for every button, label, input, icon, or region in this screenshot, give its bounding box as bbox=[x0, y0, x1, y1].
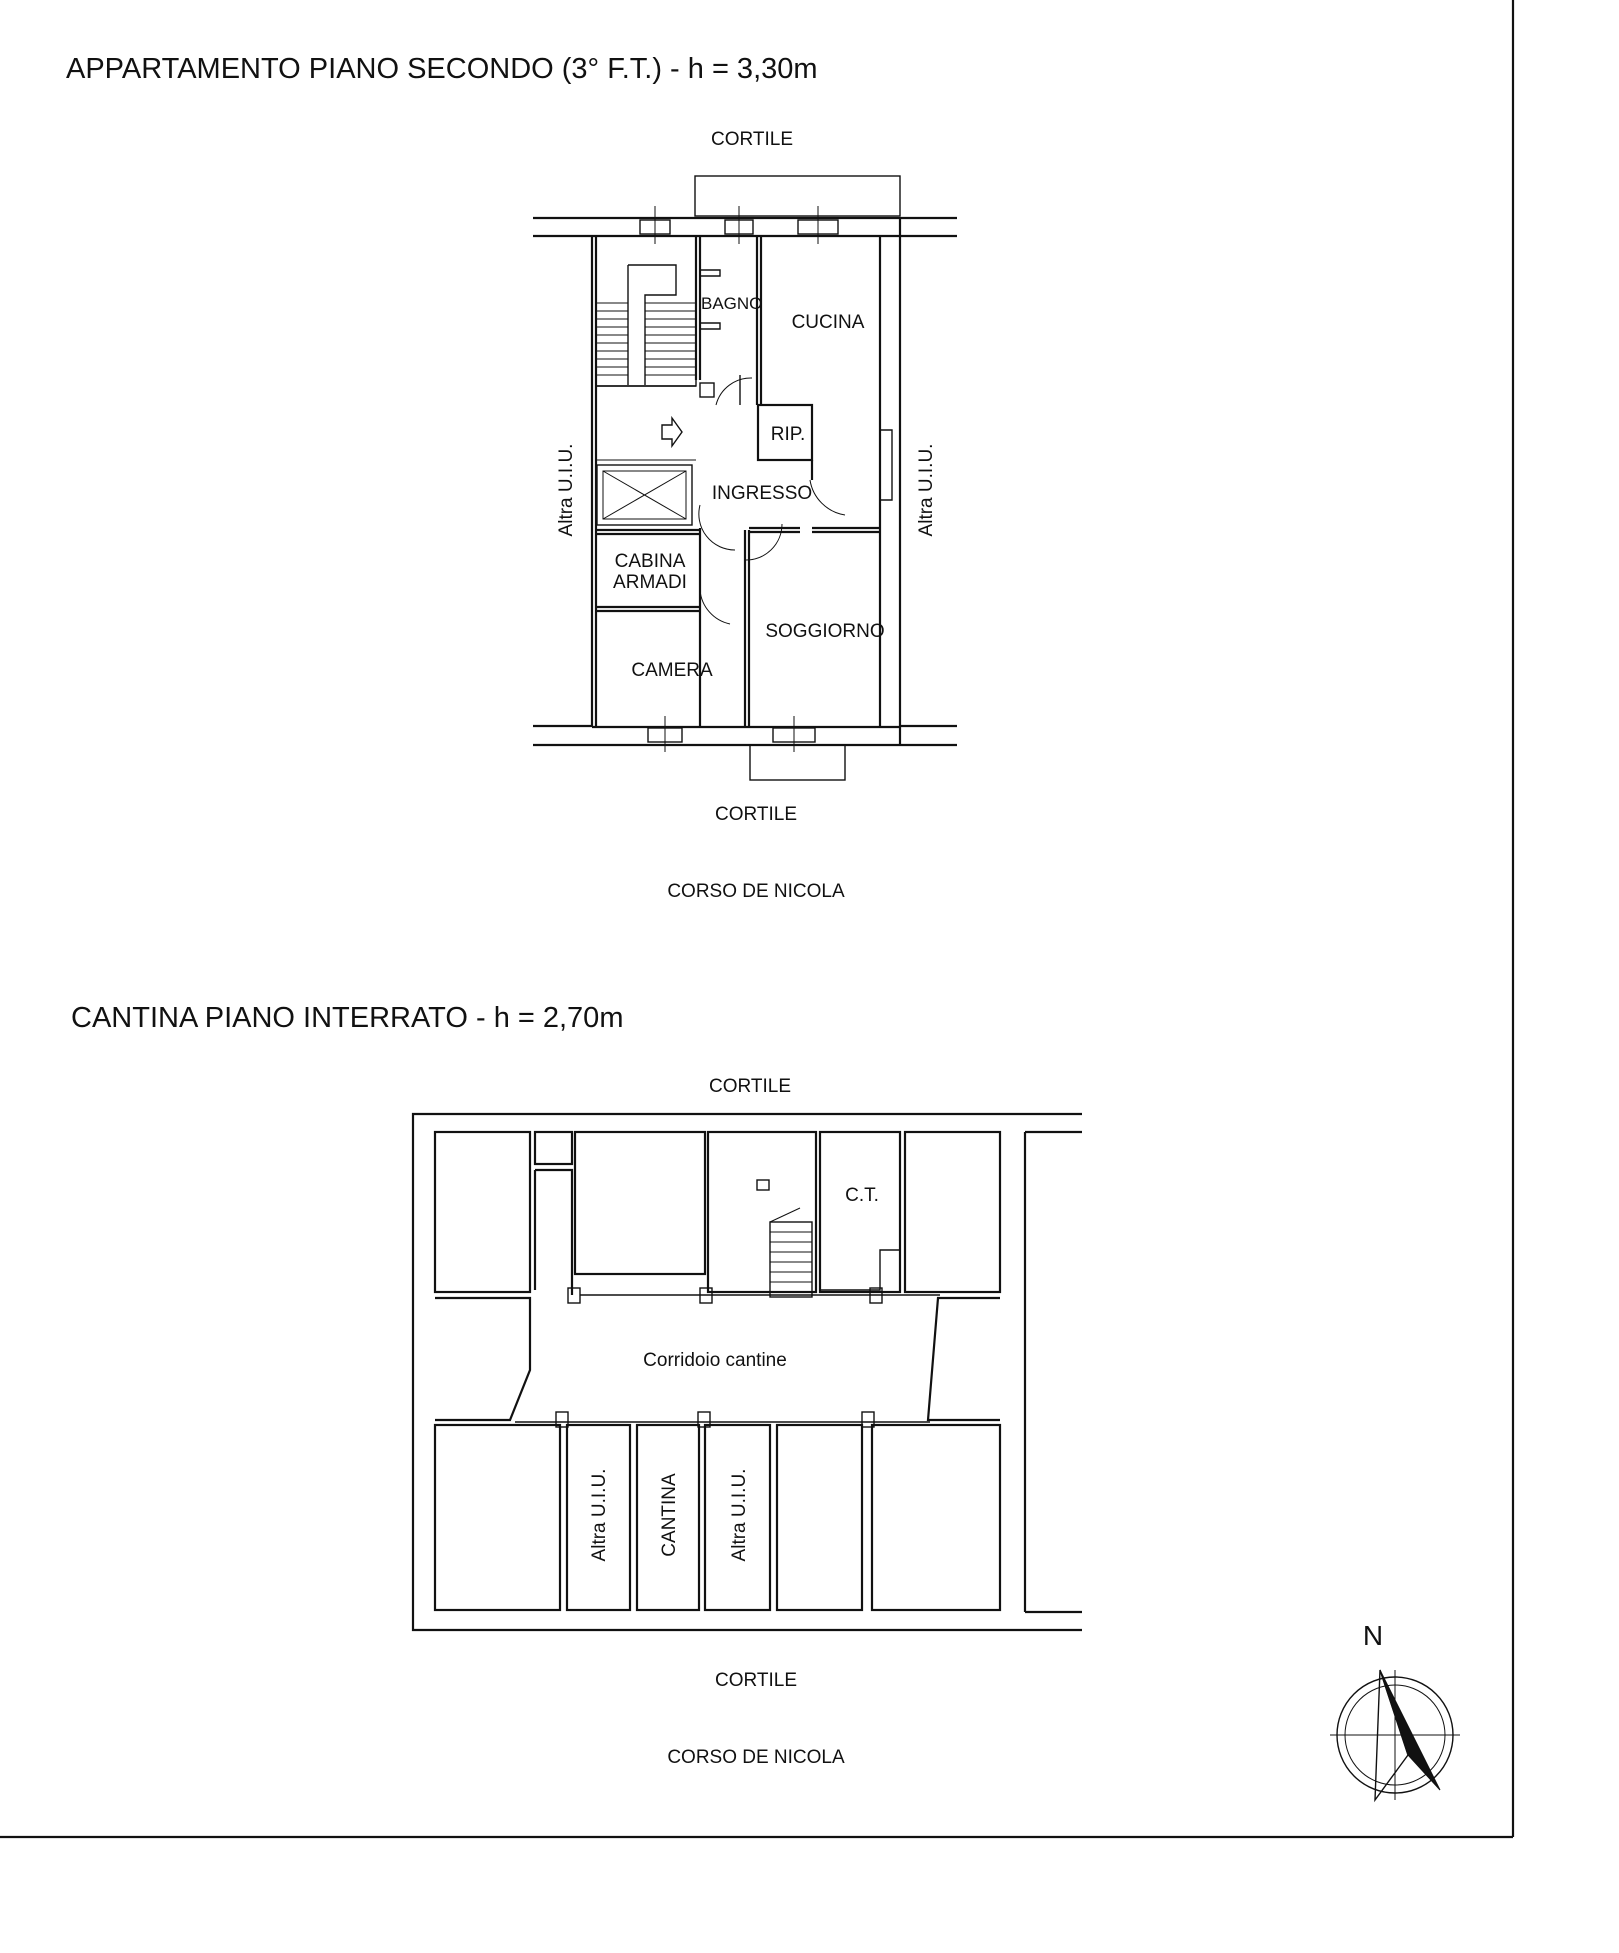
lower-top-courtyard-label: CORTILE bbox=[708, 1076, 792, 1097]
lower-bottom-courtyard-label: CORTILE bbox=[714, 1670, 798, 1691]
north-label: N bbox=[1362, 1620, 1384, 1651]
upper-apartment-plan bbox=[533, 176, 957, 780]
corridor-label: Corridoio cantine bbox=[643, 1350, 787, 1371]
staircase bbox=[596, 236, 696, 460]
bottom-windows bbox=[648, 716, 815, 752]
basement-plan bbox=[413, 1114, 1082, 1630]
room-label-cabina: CABINA bbox=[614, 551, 686, 572]
room-label-ripostiglio: RIP. bbox=[770, 424, 806, 445]
bathroom bbox=[700, 236, 761, 405]
basement-neighbor-left-label: Altra U.I.U. bbox=[589, 1468, 610, 1562]
cantina-label: CANTINA bbox=[659, 1473, 680, 1557]
elevator-shaft bbox=[597, 465, 692, 525]
room-label-ingresso: INGRESSO bbox=[711, 483, 813, 504]
upper-plan-title: APPARTAMENTO PIANO SECONDO (3° F.T.) - h = 3,30m bbox=[66, 53, 818, 85]
top-windows bbox=[640, 206, 838, 244]
top-balcony bbox=[695, 176, 900, 216]
entrance-arrow-icon bbox=[662, 418, 682, 446]
upper-left-neighbor-label: Altra U.I.U. bbox=[556, 443, 577, 537]
lower-street-label: CORSO DE NICOLA bbox=[667, 1747, 845, 1768]
bottom-balcony bbox=[750, 745, 845, 780]
lower-plan-title: CANTINA PIANO INTERRATO - h = 2,70m bbox=[71, 1002, 624, 1034]
basement-neighbor-right-label: Altra U.I.U. bbox=[729, 1468, 750, 1562]
basement-staircase bbox=[757, 1180, 812, 1297]
room-label-camera: CAMERA bbox=[631, 660, 713, 681]
upper-top-courtyard-label: CORTILE bbox=[710, 129, 794, 150]
upper-bottom-courtyard-label: CORTILE bbox=[714, 804, 798, 825]
upper-right-neighbor-label: Altra U.I.U. bbox=[916, 443, 937, 537]
upper-street-label: CORSO DE NICOLA bbox=[667, 881, 845, 902]
room-label-ct: C.T. bbox=[845, 1185, 879, 1206]
north-arrow-icon bbox=[1330, 1620, 1460, 1800]
room-label-soggiorno: SOGGIORNO bbox=[765, 621, 885, 642]
room-label-cucina: CUCINA bbox=[791, 312, 865, 333]
room-label-armadi: ARMADI bbox=[613, 572, 687, 593]
room-label-bagno: BAGNO bbox=[701, 294, 763, 313]
